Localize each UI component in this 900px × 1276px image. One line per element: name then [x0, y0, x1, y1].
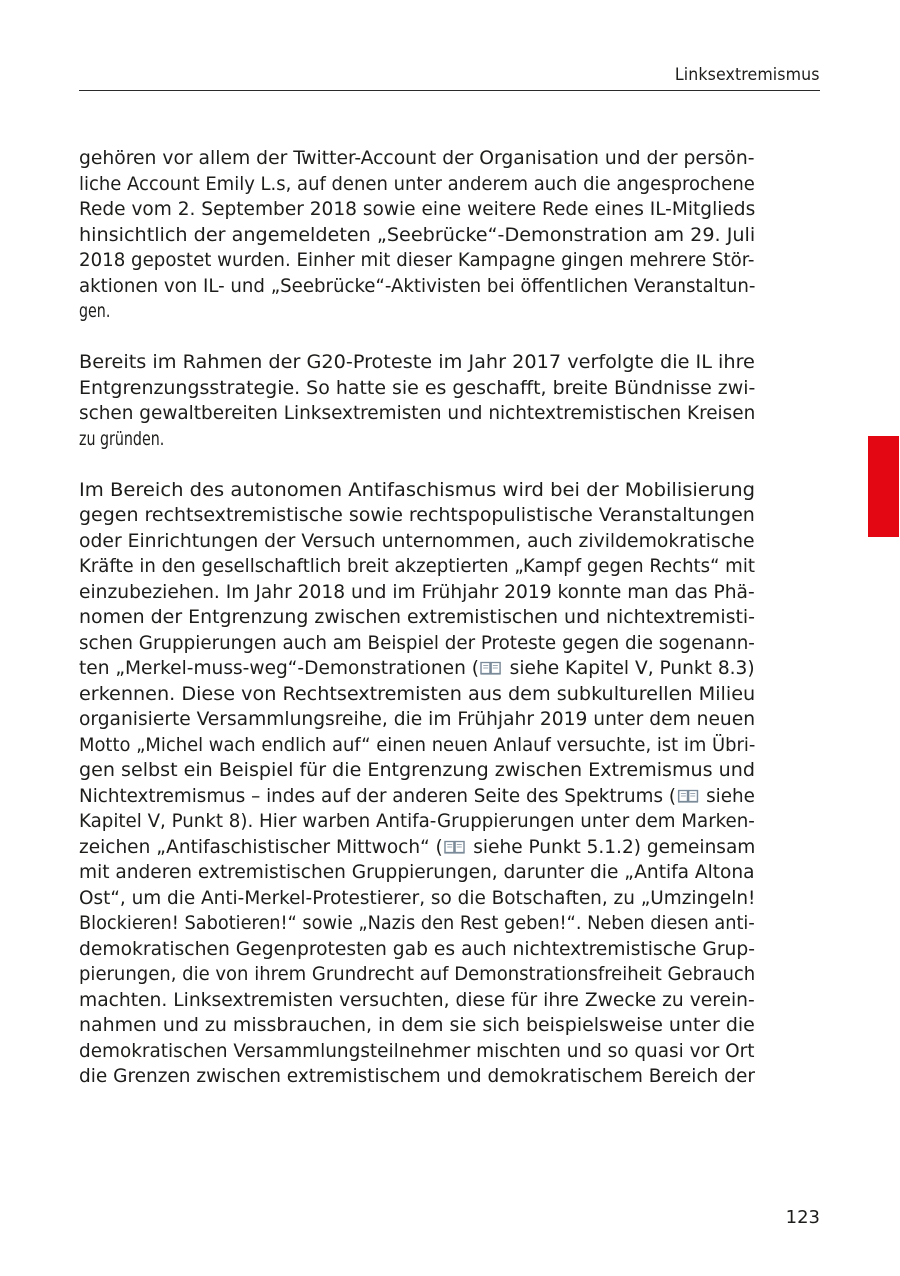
text-line: die Grenzen zwischen extremistischem und demokratischem Bereich der: [79, 1066, 755, 1087]
text-line: gen.: [79, 301, 111, 322]
book-reference-icon: [480, 657, 501, 671]
text-line: 2018 gepostet wurden. Einher mit dieser Kampagne gingen mehrere Stör-: [79, 250, 755, 271]
text-line: Kapitel V, Punkt 8). Hier warben Antifa-Gruppierungen unter dem Marken-: [79, 811, 755, 832]
paragraph: [79, 146, 755, 325]
text-line: Entgrenzungsstrategie. So hatte sie es geschafft, breite Bündnisse zwi-: [79, 377, 756, 399]
text-line: aktionen von IL- und „Seebrücke“-Aktivisten bei öffentlichen Veranstaltun-: [79, 275, 756, 297]
text-line: zeichen „Antifaschistischer Mittwoch“ ( siehe Punkt 5.1.2) gemeinsam: [79, 836, 756, 858]
text-line: Nichtextremismus – indes auf der anderen Seite des Spektrums ( siehe: [79, 785, 755, 807]
text-line: Motto „Michel wach endlich auf“ einen neuen Anlauf versuchte, ist im Übri-: [79, 734, 756, 756]
text-line: Im Bereich des autonomen Antifaschismus wird bei der Mobilisierung: [79, 479, 756, 501]
text-line: schen Gruppierungen auch am Beispiel der Proteste gegen die sogenann-: [79, 632, 755, 654]
paragraph: [79, 350, 755, 452]
text-line: mit anderen extremistischen Gruppierungen, darunter die „Antifa Altona: [79, 862, 755, 883]
book-reference-icon: [444, 836, 465, 850]
text-line: Kräfte in den gesellschaftlich breit akzeptierten „Kampf gegen Rechts“ mit: [79, 556, 755, 577]
text-line: gehören vor allem der Twitter-Account der Organisation und der persön-: [79, 148, 755, 169]
text-line: hinsichtlich der angemeldeten „Seebrücke“-Demonstration am 29. Juli: [79, 224, 756, 246]
text-line: demokratischen Gegenprotesten gab es auch nichtextremistische Grup-: [79, 938, 755, 960]
text-line: gen selbst ein Beispiel für die Entgrenzung zwischen Extremismus und: [79, 760, 755, 781]
text-line: liche Account Emily L.s, auf denen unter anderem auch die angesprochene: [79, 173, 755, 195]
text-line: Rede vom 2. September 2018 sowie eine weitere Rede eines IL-Mitglieds: [79, 199, 756, 220]
text-line: einzubeziehen. Im Jahr 2018 und im Frühjahr 2019 konnte man das Phä-: [79, 581, 755, 603]
text-line: nomen der Entgrenzung zwischen extremistischen und nichtextremisti-: [79, 607, 755, 628]
section-title: Linksextremismus: [675, 65, 820, 85]
text-line: Ost“, um die Anti-Merkel-Protestierer, so die Botschaften, zu „Umzingeln!: [79, 887, 756, 909]
page-number: 123: [785, 1207, 820, 1228]
text-line: gegen rechtsextremistische sowie rechtspopulistische Veranstaltungen: [79, 505, 755, 526]
text-line: nahmen und zu missbrauchen, in dem sie sich beispielsweise unter die: [79, 1015, 755, 1036]
text-line: organisierte Versammlungsreihe, die im Frühjahr 2019 unter dem neuen: [79, 709, 756, 730]
text-line: ten „Merkel-muss-weg“-Demonstrationen ( siehe Kapitel V, Punkt 8.3): [79, 658, 755, 679]
paragraph: [79, 478, 755, 1090]
text-line: zu gründen.: [79, 428, 165, 450]
book-reference-icon: [677, 785, 698, 799]
running-header: [79, 64, 820, 91]
text-line: demokratischen Versammlungsteilnehmer mischten und so quasi vor Ort: [79, 1040, 755, 1062]
text-line: machten. Linksextremisten versuchten, diese für ihre Zwecke zu verein-: [79, 989, 755, 1011]
text-line: schen gewaltbereiten Linksextremisten und nichtextremistischen Kreisen: [79, 403, 756, 424]
body-text: [79, 146, 755, 1115]
chapter-thumb-tab: [868, 436, 899, 537]
text-line: Bereits im Rahmen der G20-Proteste im Jahr 2017 verfolgte die IL ihre: [79, 352, 755, 373]
text-line: Blockieren! Sabotieren!“ sowie „Nazis den Rest geben!“. Neben diesen anti-: [79, 913, 755, 934]
text-line: erkennen. Diese von Rechtsextremisten aus dem subkulturellen Milieu: [79, 683, 756, 705]
text-line: pierungen, die von ihrem Grundrecht auf Demonstrationsfreiheit Gebrauch: [79, 964, 756, 985]
text-line: oder Einrichtungen der Versuch unternommen, auch zivildemokratische: [79, 530, 755, 552]
